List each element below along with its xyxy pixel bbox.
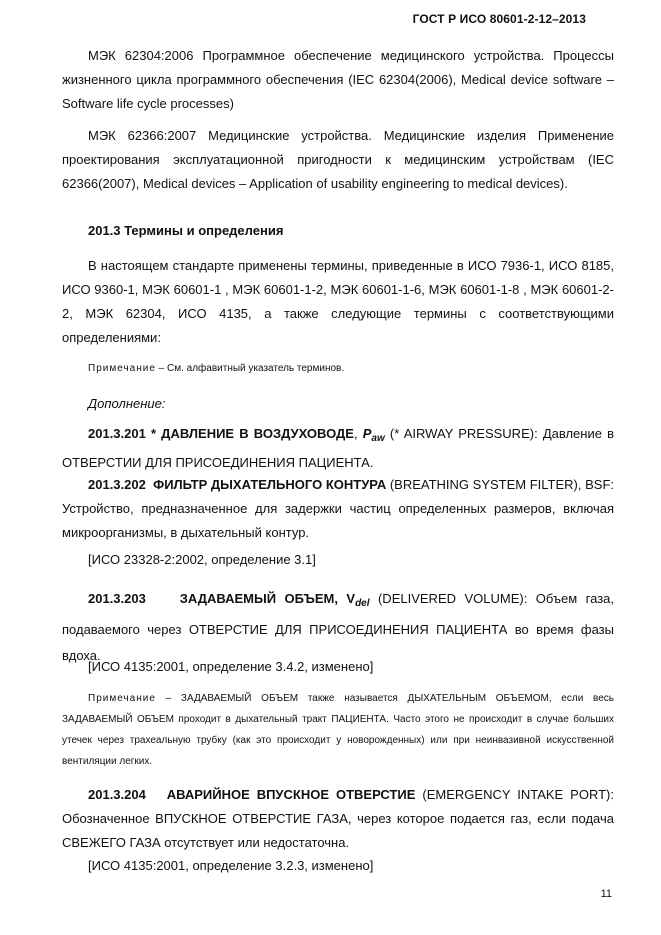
- term-symbol-subscript: del: [355, 598, 370, 609]
- note-terms-index: [62, 358, 614, 379]
- term-definition: (EMERGENCY INTAKE PORT): Обозначенное ВПУСКНОЕ ОТВЕРСТИЕ ГАЗА, через которое подается газ, если подача СВЕЖЕГО ГАЗА отсутствует или недостаточна.: [62, 787, 614, 850]
- intro-paragraph: В настоящем стандарте применены термины, приведенные в ИСО 7936-1, ИСО 8185, ИСО 9360-1, МЭК 60601-1 , МЭК 60601-1-2, МЭК 60601-1-6, МЭК 60601-1-8 , МЭК 60601-2-2, МЭК 62304, ИСО 4135, а также следующие термины с соответствующими определениями:: [62, 258, 614, 345]
- term-name: ФИЛЬТР ДЫХАТЕЛЬНОГО КОНТУРА: [153, 477, 387, 492]
- term-symbol: P: [362, 426, 372, 441]
- note-label: Примечание: [88, 693, 156, 704]
- term-name: ЗАДАВАЕМЫЙ ОБЪЕМ, V: [179, 591, 356, 606]
- term-number: 201.3.203: [88, 591, 146, 606]
- term-201-3-204: [62, 783, 614, 855]
- term-number: 201.3.201: [88, 426, 146, 441]
- document-header: ГОСТ Р ИСО 80601-2-12–2013: [412, 12, 586, 26]
- term-204-source: [ИСО 4135:2001, определение 3.2.3, изменено]: [88, 858, 374, 873]
- term-definition: (BREATHING SYSTEM FILTER), BSF: Устройство, предназначенное для задержки частиц определенных размеров, включая микроорганизмы, в дыхательный контур.: [62, 477, 614, 540]
- term-symbol-subscript: aw: [371, 433, 385, 444]
- note-text: – ЗАДАВАЕМЫЙ ОБЪЕМ также называется ДЫХАТЕЛЬНЫМ ОБЪЕМОМ, если весь ЗАДАВАЕМЫЙ ОБЪЕМ проходит в дыхательный тракт ПАЦИЕНТА. Часто этого не происходит в случае больших утечек через трахеальную трубку (как это происходит у новорожденных) или при неинвазивной искусственной вентиляции легких.: [62, 693, 614, 767]
- term-201-3-202: [62, 473, 614, 545]
- note-label: Примечание: [88, 363, 156, 374]
- term-number: 201.3.202: [88, 477, 146, 492]
- note-delivered-volume: [62, 688, 614, 772]
- term-definition: (DELIVERED VOLUME): Объем газа, подаваемого через ОТВЕРСТИЕ ДЛЯ ПРИСОЕДИНЕНИЯ ПАЦИЕНТА во время фазы вдоха.: [62, 591, 614, 663]
- term-name: * ДАВЛЕНИЕ В ВОЗДУХОВОДЕ: [145, 426, 354, 441]
- term-number: 201.3.204: [88, 787, 146, 802]
- reference-iec-62366: МЭК 62366:2007 Медицинские устройства. Медицинские изделия Применение проектирования эксплуатационной пригодности к медицинским устройствам (IEC 62366(2007), Medical devices – Application of usability engineering to medical devices).: [62, 128, 614, 191]
- page-number: 11: [600, 888, 612, 900]
- reference-iec-62304: МЭК 62304:2006 Программное обеспечение медицинского устройства. Процессы жизненного цикла программного обеспечения (IEC 62304(2006), Medical device software – Software life cycle processes): [62, 48, 614, 111]
- term-201-3-201: 201.3.201 * ДАВЛЕНИЕ В ВОЗДУХОВОДЕ, $P_{aw}$ (* AIRWAY PRESSURE): Давление в ОТВЕРСТИИ ДЛЯ ПРИСОЕДИНЕНИЯ ПАЦИЕНТА.: [62, 426, 615, 470]
- note-text: – См. алфавитный указатель терминов.: [155, 363, 345, 374]
- term-definition: (* AIRWAY PRESSURE): Давление в ОТВЕРСТИИ ДЛЯ ПРИСОЕДИНЕНИЯ ПАЦИЕНТА.: [62, 426, 615, 470]
- term-202-source: [ИСО 23328-2:2002, определение 3.1]: [88, 552, 316, 567]
- addition-heading: Дополнение:: [88, 396, 166, 411]
- term-name: АВАРИЙНОЕ ВПУСКНОЕ ОТВЕРСТИЕ: [166, 787, 416, 802]
- term-203-source: [ИСО 4135:2001, определение 3.4.2, изменено]: [88, 659, 374, 674]
- section-title: 201.3 Термины и определения: [88, 223, 284, 238]
